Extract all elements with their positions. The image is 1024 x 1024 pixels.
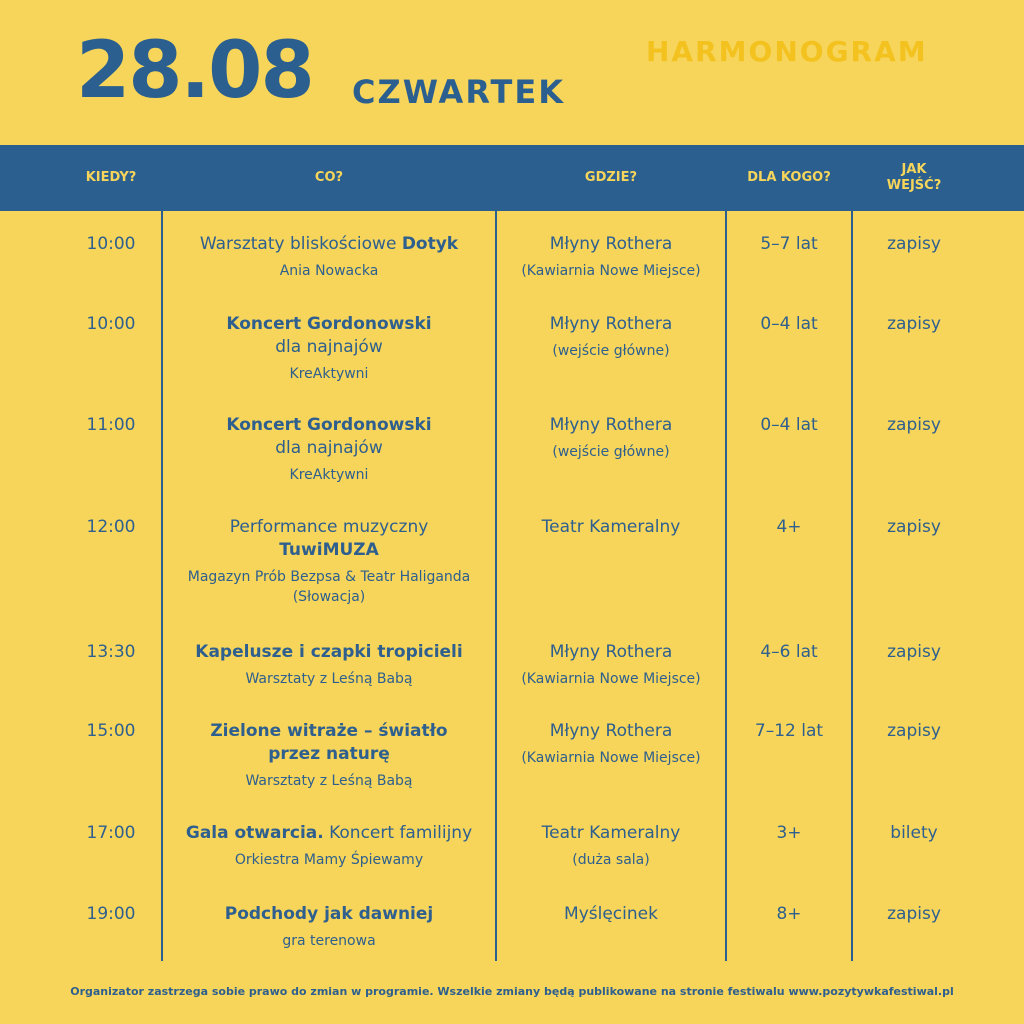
row-what-bold: Koncert Gordonowski <box>226 415 432 435</box>
row-entry: zapisy <box>887 314 941 334</box>
row-what <box>162 903 496 951</box>
row-time: 19:00 <box>86 904 136 924</box>
row-where <box>496 414 726 462</box>
row-where-main: Młyny Rothera <box>549 721 673 741</box>
row-what-bold: Dotyk <box>401 234 459 254</box>
row-where-sub: (Kawiarnia Nowe Miejsce) <box>521 671 701 687</box>
table-header <box>0 145 1024 211</box>
row-what-plain: dla najnajów <box>275 337 383 357</box>
col-header-jak-line1: JAK <box>901 161 927 177</box>
row-where <box>496 233 726 281</box>
row-age: 4+ <box>776 517 802 537</box>
row-what-bold: Podchody jak dawniej <box>224 904 434 924</box>
row-where-sub: (wejście główne) <box>552 444 670 460</box>
row-where <box>496 903 726 926</box>
row-where <box>496 641 726 689</box>
row-time: 10:00 <box>86 234 136 254</box>
col-header-dla-kogo: DLA KOGO? <box>747 169 831 185</box>
row-time: 10:00 <box>86 314 136 334</box>
col-header-jak-wejsc <box>852 145 976 211</box>
row-time: 17:00 <box>86 823 136 843</box>
row-age: 5–7 lat <box>760 234 818 254</box>
row-what-bold: Kapelusze i czapki tropicieli <box>195 642 463 662</box>
col-header-jak-line2: WEJŚĆ? <box>886 178 942 193</box>
col-header-co: CO? <box>314 169 344 185</box>
row-where <box>496 313 726 361</box>
row-what-plain: Performance muzyczny <box>229 517 429 537</box>
row-what-bold: TuwiMUZA <box>279 540 379 560</box>
row-who-line2: (Słowacja) <box>292 589 366 605</box>
page-tag: HARMONOGRAM <box>646 35 928 68</box>
footer-note: Organizator zastrzega sobie prawo do zmian w programie. Wszelkie zmiany będą publikowane na stronie festiwalu www.pozytywkafestiwal.pl <box>70 985 954 998</box>
row-entry: zapisy <box>887 234 941 254</box>
row-what-bold: Zielone witraże – światło <box>210 721 448 741</box>
row-who: Warsztaty z Leśną Babą <box>245 671 413 687</box>
row-age: 0–4 lat <box>760 314 818 334</box>
row-age: 7–12 lat <box>754 721 824 741</box>
row-what <box>162 313 496 384</box>
row-where-main: Młyny Rothera <box>549 642 673 662</box>
row-who: KreAktywni <box>289 366 369 382</box>
row-what-plain: Warsztaty bliskościowe <box>199 234 402 254</box>
row-where-sub: (wejście główne) <box>552 343 670 359</box>
col-header-gdzie: GDZIE? <box>584 169 638 185</box>
row-entry: zapisy <box>887 517 941 537</box>
row-who: Warsztaty z Leśną Babą <box>245 773 413 789</box>
row-where-main: Młyny Rothera <box>549 415 673 435</box>
row-who: Ania Nowacka <box>279 263 379 279</box>
row-where-main: Młyny Rothera <box>549 234 673 254</box>
row-time: 11:00 <box>86 415 136 435</box>
row-age: 8+ <box>776 904 802 924</box>
row-entry: zapisy <box>887 415 941 435</box>
row-what <box>162 516 496 607</box>
row-where-main: Teatr Kameralny <box>541 823 681 843</box>
row-what <box>162 822 496 870</box>
row-who: Orkiestra Mamy Śpiewamy <box>234 852 424 868</box>
row-where <box>496 822 726 870</box>
page-day: CZWARTEK <box>352 73 565 111</box>
col-header-kiedy: KIEDY? <box>85 169 137 185</box>
row-who: KreAktywni <box>289 467 369 483</box>
row-age: 3+ <box>776 823 802 843</box>
row-where-main: Młyny Rothera <box>549 314 673 334</box>
row-what-bold-line2: przez naturę <box>268 744 390 764</box>
row-time: 12:00 <box>86 517 136 537</box>
row-what-bold: Koncert Gordonowski <box>226 314 432 334</box>
row-entry: zapisy <box>887 904 941 924</box>
row-what-plain: Koncert familijny <box>323 823 473 843</box>
page-date: 28.08 <box>76 26 313 116</box>
row-what-plain: dla najnajów <box>275 438 383 458</box>
row-where-sub: (Kawiarnia Nowe Miejsce) <box>521 750 701 766</box>
row-who: gra terenowa <box>282 933 376 949</box>
row-where-main: Teatr Kameralny <box>541 517 681 537</box>
row-what <box>162 414 496 485</box>
row-time: 13:30 <box>86 642 136 662</box>
row-where-sub: (duża sala) <box>572 852 650 868</box>
row-who <box>162 567 496 607</box>
row-time: 15:00 <box>86 721 136 741</box>
row-who-line1: Magazyn Prób Bezpsa & Teatr Haliganda <box>187 569 471 585</box>
row-what <box>162 720 496 791</box>
row-entry: bilety <box>890 823 938 843</box>
row-what <box>162 233 496 281</box>
row-what-bold: Gala otwarcia. <box>185 823 324 843</box>
row-where <box>496 516 726 539</box>
row-entry: zapisy <box>887 642 941 662</box>
row-where-sub: (Kawiarnia Nowe Miejsce) <box>521 263 701 279</box>
row-age: 0–4 lat <box>760 415 818 435</box>
row-what <box>162 641 496 689</box>
row-where-main: Myślęcinek <box>564 904 658 924</box>
row-entry: zapisy <box>887 721 941 741</box>
row-age: 4–6 lat <box>760 642 818 662</box>
row-where <box>496 720 726 768</box>
